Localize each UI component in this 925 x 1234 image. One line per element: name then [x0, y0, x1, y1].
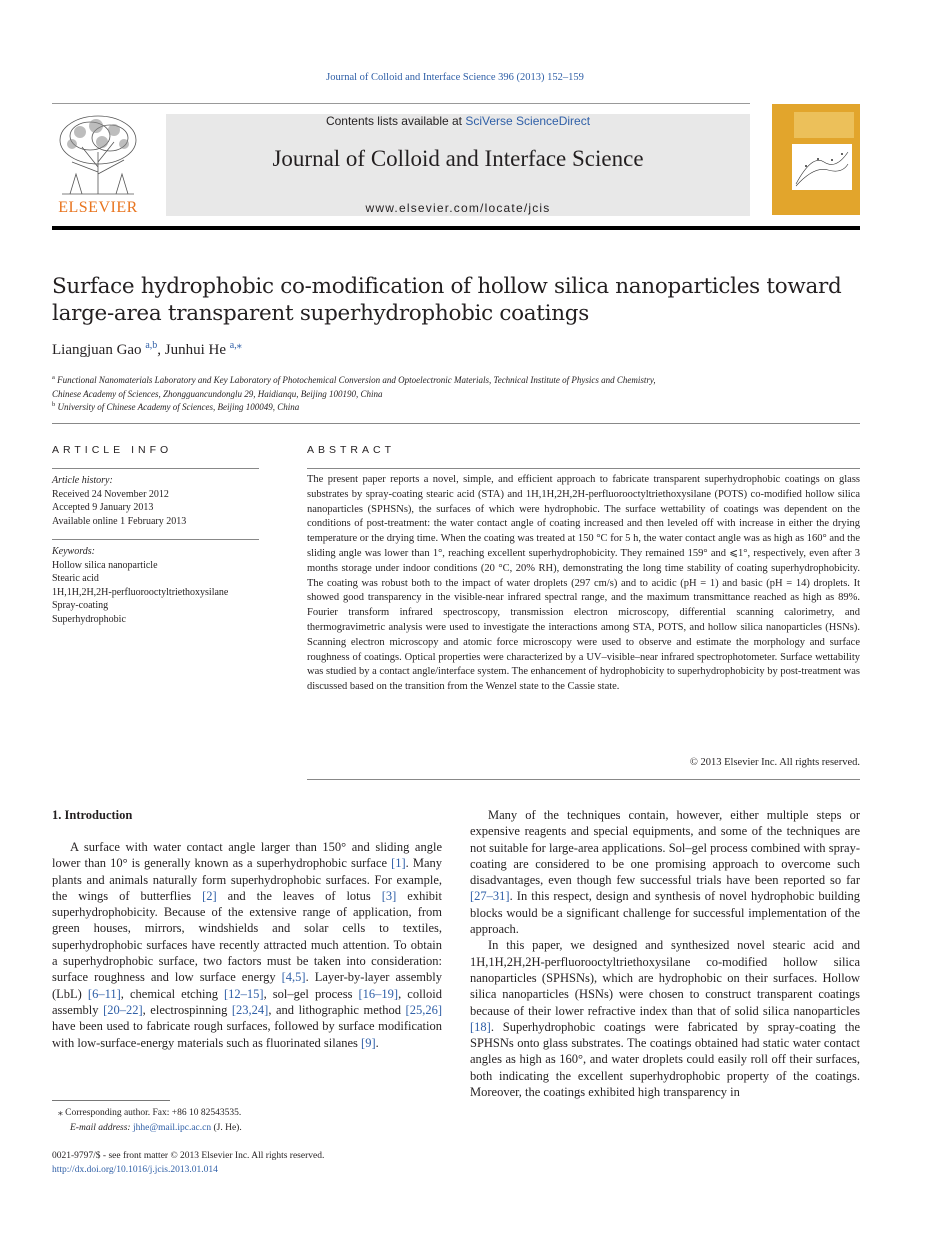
author-2[interactable]: Junhui He [164, 342, 227, 358]
paragraph-text: exhibit superhydrophobicity. Because of the extensive range of application, from green houses, mirrors, windshields and solar cells to textiles, superhydrophobic surfaces have recently attracted much attention. To obtain a superhydrophobic surface, two factors must be taken into consideration: surface roughness and low surface energy [52, 888, 442, 985]
email-label: E-mail address: [70, 1123, 133, 1133]
abstract-copyright: © 2013 Elsevier Inc. All rights reserved. [689, 757, 860, 768]
paragraph-text: have been used to fabricate rough surfaces, followed by surface modification with low-surface-energy materials such as fluorinated silanes [52, 1019, 442, 1050]
doi-link[interactable]: http://dx.doi.org/10.1016/j.jcis.2013.01.014 [52, 1164, 218, 1175]
sciencedirect-link[interactable]: SciVerse ScienceDirect [465, 114, 591, 128]
paragraph-text: , sol–gel process [263, 986, 359, 1001]
keywords-label: Keywords: [52, 546, 95, 557]
citation-link[interactable]: [4,5] [281, 970, 306, 985]
body-column-right [470, 807, 860, 1100]
journal-homepage[interactable]: www.elsevier.com/locate/jcis [365, 201, 551, 215]
section-heading-introduction: 1. Introduction [52, 808, 133, 822]
paragraph-text: . In this respect, design and synthesis of novel hydrophobic building blocks would be a significant challenge for successful implementation of the approach. [470, 889, 860, 937]
paragraph [52, 839, 442, 1051]
citation-link[interactable]: [1] [391, 856, 406, 871]
keyword: Stearic acid [52, 573, 99, 584]
citation-link[interactable]: [12–15] [224, 986, 264, 1001]
affiliation-a [52, 371, 860, 401]
article-title-line-1: Surface hydrophobic co-modification of hollow silica nanoparticles toward [52, 274, 842, 299]
article-info-rule [52, 468, 259, 469]
info-top-rule [52, 423, 860, 424]
journal-title: Journal of Colloid and Interface Science [272, 146, 644, 171]
article-history [52, 474, 259, 528]
affiliation-b [52, 398, 860, 415]
keyword: Spray-coating [52, 600, 109, 611]
citation-link[interactable]: [18] [470, 1019, 491, 1034]
paragraph-text: . Layer-by-layer assembly (LbL) [52, 970, 442, 1001]
online-date: Available online 1 February 2013 [52, 515, 187, 527]
article-info-heading: ARTICLE INFO [52, 444, 173, 456]
paragraph [470, 937, 860, 1100]
email-link[interactable]: jhhe@mail.ipc.ac.cn [132, 1123, 212, 1133]
keyword: Superhydrophobic [52, 613, 126, 625]
affiliation-a-line-1: Functional Nanomaterials Laboratory and Key Laboratory of Photochemical Conversion and Optoelectronic Materials, Technical Institute of Physics and Chemistry, [57, 375, 656, 385]
publisher-wordmark: ELSEVIER [58, 199, 138, 216]
article-history-label: Article history: [52, 475, 113, 486]
paragraph-text: . [375, 1035, 379, 1050]
contents-line [166, 114, 750, 128]
abstract-heading: ABSTRACT [307, 444, 396, 456]
contents-prefix: Contents lists available at [325, 114, 466, 128]
keywords-block [52, 545, 259, 626]
author-2-affiliation-marks[interactable]: a,⁎ [229, 340, 242, 351]
issn-block [52, 1150, 324, 1177]
author-1[interactable]: Liangjuan Gao [52, 342, 142, 358]
citation-link[interactable]: [3] [381, 888, 397, 903]
paragraph-text: . Many plants and animals naturally form superhydrophobic surfaces. For example, the wings of butterflies [52, 856, 442, 903]
abstract-text: The present paper reports a novel, simple, and efficient approach to fabricate transparent superhydrophobic coatings on glass substrates by spray-coating stearic acid (STA) and 1H,1H,2H,2H-perfluorooctyltriethoxysilane (POTS) co-modified hollow silica nanoparticles (SPHSNs), the surfaces of which were hydrophobic. The surface wettability of coatings was dependent on the conditions of post-treatment: the water contact angle of coating increased and then leveled off with increase in either the drying temperature or the drying time. When the coating was treated at 150 °C for 5 h, the water contact angle was as high as 160° and the sliding angle was lower than 1°, reaching excellent superhydrophobicity. They remained 159° and ⩽1°, respectively, even after 3 months storage under indoor conditions (20 °C, 20% RH), demonstrating the long time stability of coating superhydrophobicity. The coating was robust both to the impact of water droplets (297 cm/s) and to acidic (pH = 1) and basic (pH = 14) droplets. It showed good transparency in the visible-near infrared spectral range, and the maximum transmittance reached as high as 89%. Fourier transform infrared spectroscopy, transmission electron microscopy, differential scanning calorimetry, and thermogravimetric analysis were used to investigate the interactions among STA, POTS, and hollow silica nanoparticles (HSNs). Scanning electron microscopy and atomic force microscopy were used to observe and estimate the morphology and surface roughness of coatings. Optical properties were characterized by a UV–visible–near infrared spectrophotometer. Surface wettability was studied by a contact angle/interface system. The enhancement of hydrophobicity to superhydrophobicity by post-treatment was discussed based on the transition from the Wenzel state to the Cassie state. [307, 474, 860, 693]
journal-cover-thumbnail [772, 104, 860, 215]
paragraph-text: Many of the techniques contain, however, either multiple steps or expensive reagents and special equipments, and some of the techniques are not suitable for large-area applications. Sol–gel process combined with spray-coating are considered to be one promising approach to overcome such disadvantages, even though few successful trials have been reported so far [470, 808, 860, 888]
issn-line: 0021-9797/$ - see front matter © 2013 Elsevier Inc. All rights reserved. [52, 1151, 325, 1161]
journal-reference[interactable]: Journal of Colloid and Interface Science 396 (2013) 152–159 [326, 72, 584, 83]
body-column-left [52, 839, 442, 1051]
paragraph-text: . Superhydrophobic coatings were fabricated by spray-coating the SPHSNs onto glass substrates. The coatings obtained had static water contact angles as high as 160°, and water droplets could easily roll off their surfaces, both indicating the excellent superhydrophobic property of the coatings. Moreover, the coatings exhibited high transparency in [470, 1019, 860, 1100]
affiliation-a-line-2: Chinese Academy of Sciences, Zhongguancundonglu 29, Haidianqu, Beijing 100190, China [52, 388, 383, 399]
affiliation-a-mark: a [52, 374, 55, 381]
footnote-rule [52, 1100, 170, 1101]
citation-link[interactable]: [23,24] [231, 1002, 269, 1017]
corresponding-author-note: ⁎ Corresponding author. Fax: +86 10 82543535. [58, 1108, 242, 1118]
article-title-line-2: large-area transparent superhydrophobic coatings [52, 301, 589, 326]
keyword: 1H,1H,2H,2H-perfluorooctyltriethoxysilane [52, 586, 229, 598]
keyword: Hollow silica nanoparticle [52, 559, 158, 571]
paragraph [470, 807, 860, 937]
citation-link[interactable]: [25,26] [405, 1002, 442, 1017]
paragraph-text: , colloid assembly [52, 986, 442, 1017]
paragraph-text: In this paper, we designed and synthesized novel stearic acid and 1H,1H,2H,2H-perfluorooctyltriethoxysilane co-modified hollow silica nanoparticles (SPHSNs), which are hydrophobic on their surfaces. Hollow silica nanoparticles (HSNs) were chosen to construct transparent coatings because of their lower refractive index than that of solid silica nanoparticles [470, 938, 860, 1018]
received-date: Received 24 November 2012 [52, 488, 169, 500]
citation-link[interactable]: [27–31] [470, 889, 510, 904]
abstract-rule [307, 468, 860, 469]
citation-link[interactable]: [6–11] [87, 986, 121, 1001]
abstract-bottom-rule [307, 779, 860, 780]
paragraph-text: and the leaves of lotus [216, 888, 382, 903]
accepted-date: Accepted 9 January 2013 [52, 502, 154, 513]
author-1-affiliation-marks[interactable]: a,b [145, 340, 158, 351]
citation-link[interactable]: [2] [202, 888, 217, 903]
affiliation-b-text: University of Chinese Academy of Sciences, Beijing 100049, China [57, 402, 300, 412]
email-suffix: (J. He). [211, 1123, 242, 1133]
citation-link[interactable]: [16–19] [358, 986, 399, 1001]
author-list: Liangjuan Gao $^{a,b}$, Junhui He $^{a,⁎}$ [52, 340, 242, 358]
article-title [52, 273, 852, 327]
citation-link[interactable]: [20–22] [103, 1002, 143, 1017]
affiliation-b-mark: b [52, 401, 56, 408]
header-thick-rule [52, 226, 860, 230]
paragraph-text: A surface with water contact angle larger than 150° and sliding angle lower than 10° is generally known as a superhydrophobic surface [52, 840, 442, 871]
paragraph-text: , and lithographic method [268, 1002, 406, 1017]
email-note [70, 1121, 460, 1135]
paragraph-text: , electrospinning [142, 1002, 232, 1017]
paragraph-text: , chemical etching [120, 986, 225, 1001]
keywords-rule [52, 539, 259, 540]
citation-link[interactable]: [9] [361, 1035, 376, 1050]
header-divider [52, 103, 750, 104]
